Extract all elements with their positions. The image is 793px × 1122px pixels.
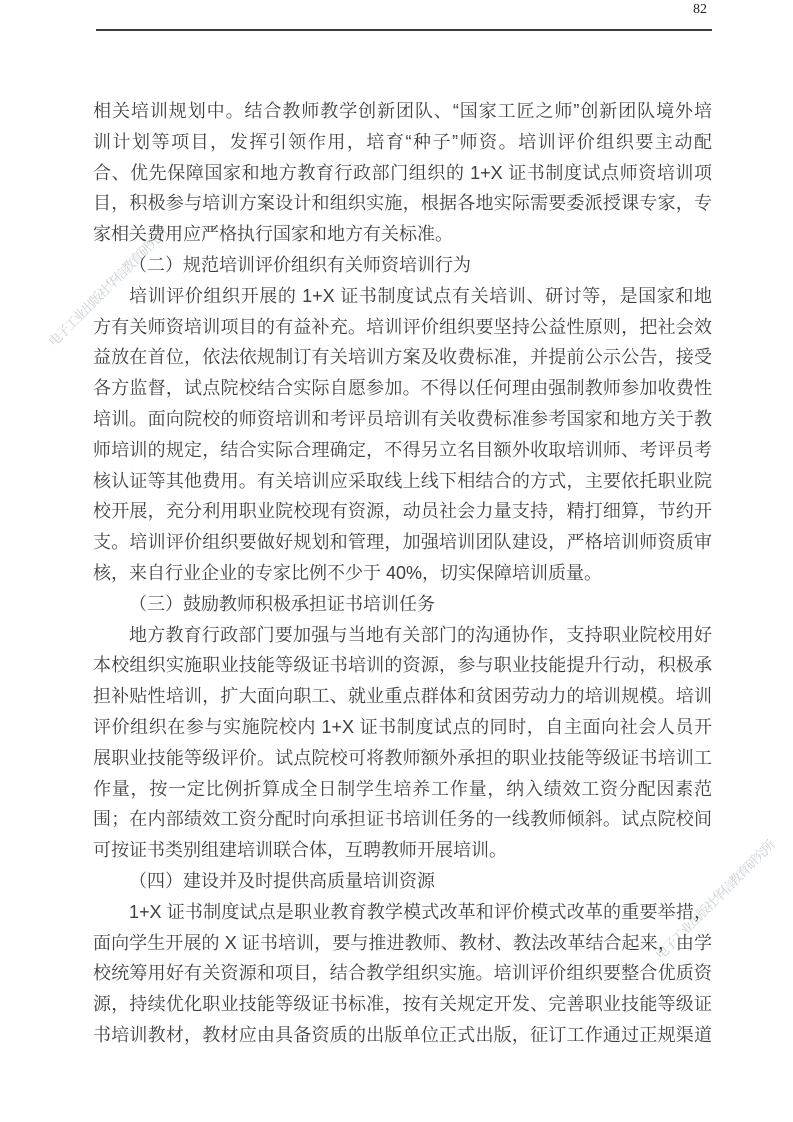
text-line: 围；在内部绩效工资分配时向承担证书培训任务的一线教师倾斜。试点院校间 [93,809,712,830]
text-line: 各方监督，试点院校结合实际自愿参加。不得以任何理由强制教师参加收费性 [93,378,712,399]
text-line: 家相关费用应严格执行国家和地方有关标准。 [93,224,453,245]
text-line: 方有关师资培训项目的有益补充。培训评价组织要坚持公益性原则，把社会效 [93,316,712,337]
text-line: 益放在首位，依法依规制订有关培训方案及收费标准，并提前公示公告，接受 [93,347,712,368]
text-line: 校开展，充分利用职业院校现有资源，动员社会力量支持，精打细算，节约开 [93,501,712,522]
text-line: 1+X 证书制度试点是职业教育教学模式改革和评价模式改革的重要举措， [129,901,712,922]
text-line: 培训。面向院校的师资培训和考评员培训有关收费标准参考国家和地方关于教 [93,408,712,429]
publisher-watermark: 电子工业出版社华信教育研究所 [652,837,778,963]
text-line: 核认证等其他费用。有关培训应采取线上线下相结合的方式，主要依托职业院 [93,470,712,491]
text-line: 可按证书类别组建培训联合体，互聘教师开展培训。 [93,840,507,861]
header-rule [96,29,712,31]
text-line: 训计划等项目，发挥引领作用，培育“种子”师资。培训评价组织要主动配 [93,131,712,152]
text-line: 培训评价组织开展的 1+X 证书制度试点有关培训、研讨等，是国家和地 [129,285,712,306]
text-line: 担补贴性培训，扩大面向职工、就业重点群体和贫困劳动力的培训规模。培训 [93,686,712,707]
text-line: 师培训的规定，结合实际合理确定，不得另立名目额外收取培训师、考评员考 [93,439,712,460]
section-heading: （二）规范培训评价组织有关师资培训行为 [129,254,471,275]
text-line: 支。培训评价组织要做好规划和管理，加强培训团队建设，严格培训师资质审 [93,532,712,553]
text-line: 合、优先保障国家和地方教育行政部门组织的 1+X 证书制度试点师资培训项 [93,162,712,183]
section-heading: （四）建设并及时提供高质量培训资源 [129,870,435,891]
text-line: 本校组织实施职业技能等级证书培训的资源，参与职业技能提升行动，积极承 [93,655,712,676]
text-line: 书培训教材，教材应由具备资质的出版单位正式出版，征订工作通过正规渠道 [93,1024,712,1045]
text-line: 评价组织在参与实施院校内 1+X 证书制度试点的同时，自主面向社会人员开 [93,716,712,737]
text-line: 目，积极参与培训方案设计和组织实施，根据各地实际需要委派授课专家，专 [93,193,712,214]
publisher-watermark: 电子工业出版社华信教育研究所 [45,224,171,350]
text-line: 校统筹用好有关资源和项目，结合教学组织实施。培训评价组织要整合优质资 [93,963,712,984]
text-line: 核，来自行业企业的专家比例不少于 40%，切实保障培训质量。 [93,562,603,583]
text-body [93,96,712,1051]
text-line: 源，持续优化职业技能等级证书标准，按有关规定开发、完善职业技能等级证 [93,994,712,1015]
text-line: 面向学生开展的 X 证书培训，要与推进教师、教材、教法改革结合起来，由学 [93,932,712,953]
text-line: 作量，按一定比例折算成全日制学生培养工作量，纳入绩效工资分配因素范 [93,778,712,799]
section-heading: （三）鼓励教师积极承担证书培训任务 [129,593,435,614]
text-line: 地方教育行政部门要加强与当地有关部门的沟通协作，支持职业院校用好 [129,624,712,645]
text-line: 展职业技能等级评价。试点院校可将教师额外承担的职业技能等级证书培训工 [93,747,712,768]
page-number: 82 [693,2,707,17]
text-line: 相关培训规划中。结合教师教学创新团队、“国家工匠之师”创新团队境外培 [93,101,712,121]
